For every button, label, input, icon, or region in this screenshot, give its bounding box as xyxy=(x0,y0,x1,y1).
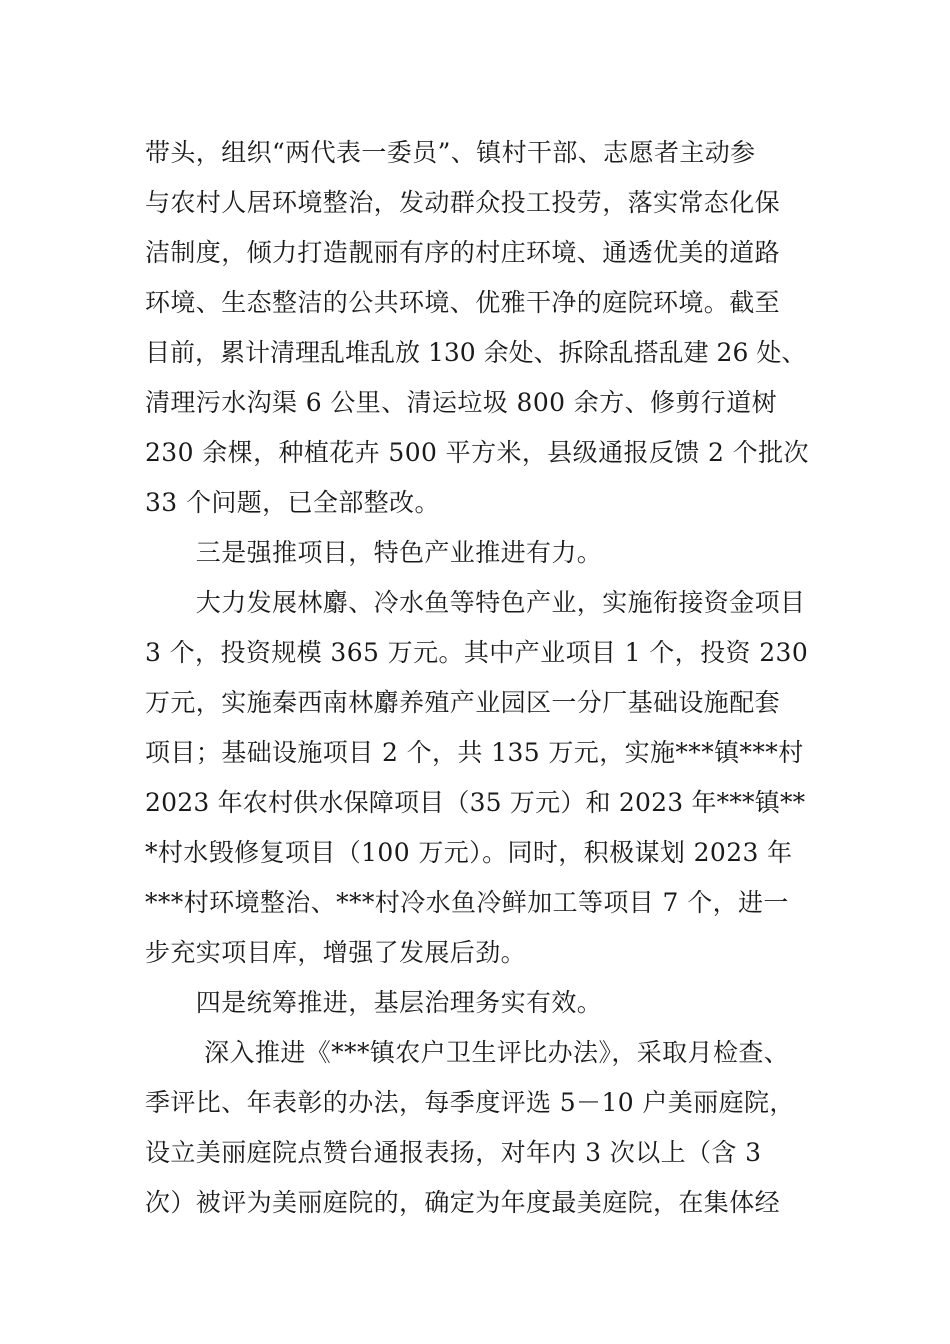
text-line: 33 个问题，已全部整改。 xyxy=(145,488,440,517)
text-line: 万元，实施秦西南林麝养殖产业园区一分厂基础设施配套 xyxy=(145,688,781,717)
text-line: 次）被评为美丽庭院的，确定为年度最美庭院，在集体经 xyxy=(145,1188,781,1217)
text-line: 洁制度，倾力打造靓丽有序的村庄环境、通透优美的道路 xyxy=(145,238,781,267)
text-line: 环境、生态整洁的公共环境、优雅干净的庭院环境。截至 xyxy=(145,288,781,317)
text-line: 3 个，投资规模 365 万元。其中产业项目 1 个，投资 230 xyxy=(145,638,809,667)
text-line: 设立美丽庭院点赞台通报表扬，对年内 3 次以上（含 3 xyxy=(145,1138,762,1167)
text-line: 大力发展林麝、冷水鱼等特色产业，实施衔接资金项目 xyxy=(145,588,806,617)
text-line: 2023 年农村供水保障项目（35 万元）和 2023 年***镇** xyxy=(145,788,806,817)
section-heading: 四是统筹推进，基层治理务实有效。 xyxy=(145,988,603,1017)
text-line: 季评比、年表彰的办法，每季度评选 5－10 户美丽庭院， xyxy=(145,1088,795,1117)
body-text xyxy=(145,128,810,1228)
section-heading: 三是强推项目，特色产业推进有力。 xyxy=(145,538,603,567)
text-line: 目前，累计清理乱堆乱放 130 余处、拆除乱搭乱建 26 处、 xyxy=(145,338,807,367)
text-line: 230 余棵，种植花卉 500 平方米，县级通报反馈 2 个批次 xyxy=(145,438,809,467)
text-line: 步充实项目库，增强了发展后劲。 xyxy=(145,938,527,967)
text-line: 项目；基础设施项目 2 个，共 135 万元，实施***镇***村 xyxy=(145,738,804,767)
text-line: 带头，组织“两代表一委员”、镇村干部、志愿者主动参 xyxy=(145,138,756,167)
text-line: 清理污水沟渠 6 公里、清运垃圾 800 余方、修剪行道树 xyxy=(145,388,778,417)
text-line: *村水毁修复项目（100 万元）。同时，积极谋划 2023 年 xyxy=(145,838,793,867)
text-line: 深入推进《***镇农户卫生评比办法》，采取月检查、 xyxy=(145,1038,790,1067)
text-line: 与农村人居环境整治，发动群众投工投劳，落实常态化保 xyxy=(145,188,781,217)
text-line: ***村环境整治、***村冷水鱼冷鲜加工等项目 7 个，进一 xyxy=(145,888,789,917)
